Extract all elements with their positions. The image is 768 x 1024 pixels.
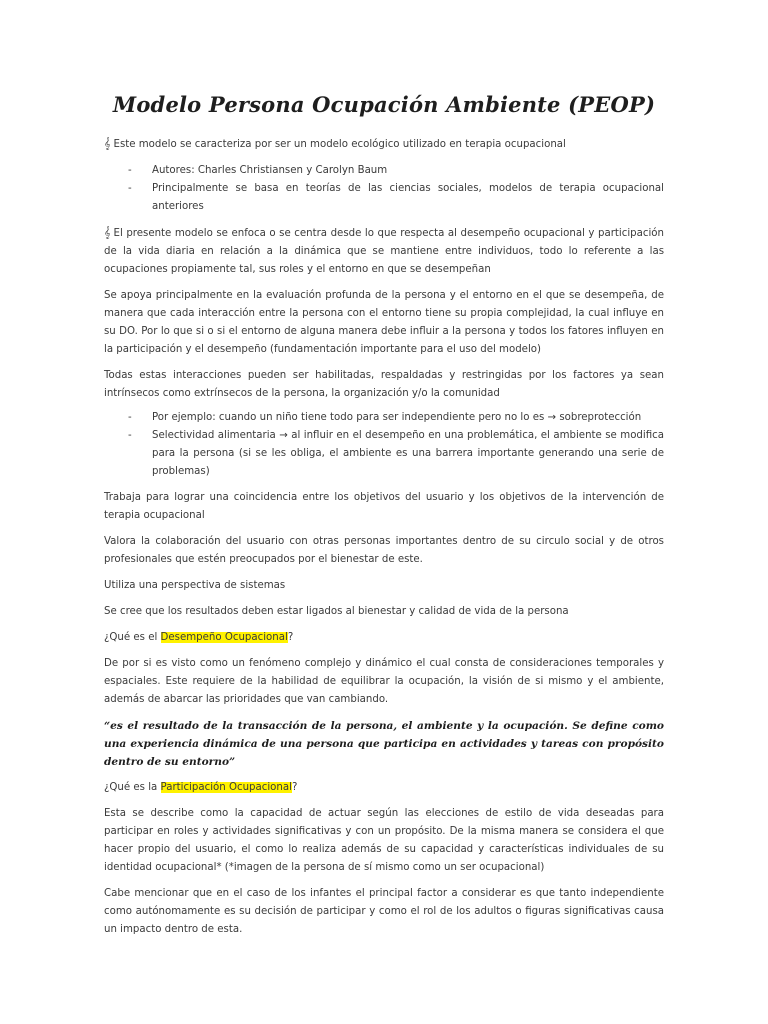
infants-paragraph: Cabe mencionar que en el caso de los infantes el principal factor a considerar es que tanto independiente como autónomamente es su decisión de participar y como el rol de los adultos o figuras significativas causa un impacto dentro de esta.: [104, 888, 664, 935]
list-item: - Por ejemplo: cuando un niño tiene todo para ser independiente pero no lo es → sobreprotección: [128, 409, 664, 427]
interactions-paragraph: Todas estas interacciones pueden ser habilitadas, respaldadas y restringidas por los factores ya sean intrínsecos como extrínsecos de la persona, la organización y/o la comunidad: [104, 370, 664, 399]
list-item: - Autores: Charles Christiansen y Carolyn Baum: [128, 162, 664, 180]
focus-paragraph: [104, 224, 664, 279]
list-item: - Selectividad alimentaria → al influir en el desempeño en una problemática, el ambiente se modifica para la persona (si se les obliga, el ambiente es una barrera importante generando una serie de problemas): [128, 427, 664, 481]
list-item: - Principalmente se basa en teorías de las ciencias sociales, modelos de terapia ocupacional anteriores: [128, 180, 664, 216]
question-occupational-participation: ¿Qué es la Participación Ocupacional?: [104, 782, 298, 793]
intro-paragraph: [104, 135, 664, 154]
focus-text: El presente modelo se enfoca o se centra desde lo que respecta al desempeño ocupacional y participación de la vida diaria en relación a la dinámica que se mantiene entre individuos, todo lo referente a las ocupaciones propiamente tal, sus roles y el entorno en que se desempeñan: [104, 228, 664, 275]
question-occupational-performance: ¿Qué es el Desempeño Ocupacional?: [104, 632, 294, 643]
music-note-icon: 𝄞: [104, 226, 111, 239]
evaluation-paragraph: Se apoya principalmente en la evaluación profunda de la persona y el entorno en el que se desempeña, de manera que cada interacción entre la persona con el entorno tiene su propia complejidad, la cual influye en su DO. Por lo que si o si el entorno de alguna manera debe influir a la persona y todos los fatores influyen en la participación y el desempeño (fundamentación importante para el uso del modelo): [104, 290, 664, 355]
definition-quote: “es el resultado de la transacción de la persona, el ambiente y la ocupación. Se define como una experiencia dinámica de una persona que participa en actividades y tareas con propósito dentro de su entorno”: [104, 720, 664, 768]
results-paragraph: Se cree que los resultados deben estar ligados al bienestar y calidad de vida de la persona: [104, 606, 569, 617]
examples-list: [104, 409, 664, 481]
music-note-icon: 𝄞: [104, 137, 111, 150]
authors-list: [104, 162, 664, 216]
intro-text: Este modelo se caracteriza por ser un modelo ecológico utilizado en terapia ocupacional: [113, 139, 566, 150]
page-title: Modelo Persona Ocupación Ambiente (PEOP): [112, 92, 656, 117]
highlighted-term: Desempeño Ocupacional: [160, 632, 288, 643]
collaboration-paragraph: Valora la colaboración del usuario con otras personas importantes dentro de su circulo social y de otros profesionales que estén preocupados por el bienestar de este.: [104, 536, 664, 565]
performance-definition: De por si es visto como un fenómeno complejo y dinámico el cual consta de consideraciones temporales y espaciales. Este requiere de la habilidad de equilibrar la ocupación, la visión de si mismo y el ambiente, además de abarcar las prioridades que van cambiando.: [104, 658, 664, 705]
highlighted-term: Participación Ocupacional: [160, 782, 292, 793]
participation-definition: Esta se describe como la capacidad de actuar según las elecciones de estilo de vida deseadas para participar en roles y actividades significativas y con un propósito. De la misma manera se considera el que hacer propio del usuario, el como lo realiza además de su capacidad y características individuales de su identidad ocupacional* (*imagen de la persona de sí mismo como un ser ocupacional): [104, 808, 664, 873]
systems-paragraph: Utiliza una perspectiva de sistemas: [104, 580, 286, 591]
objectives-paragraph: Trabaja para lograr una coincidencia entre los objetivos del usuario y los objetivos de la intervención de terapia ocupacional: [104, 492, 664, 521]
